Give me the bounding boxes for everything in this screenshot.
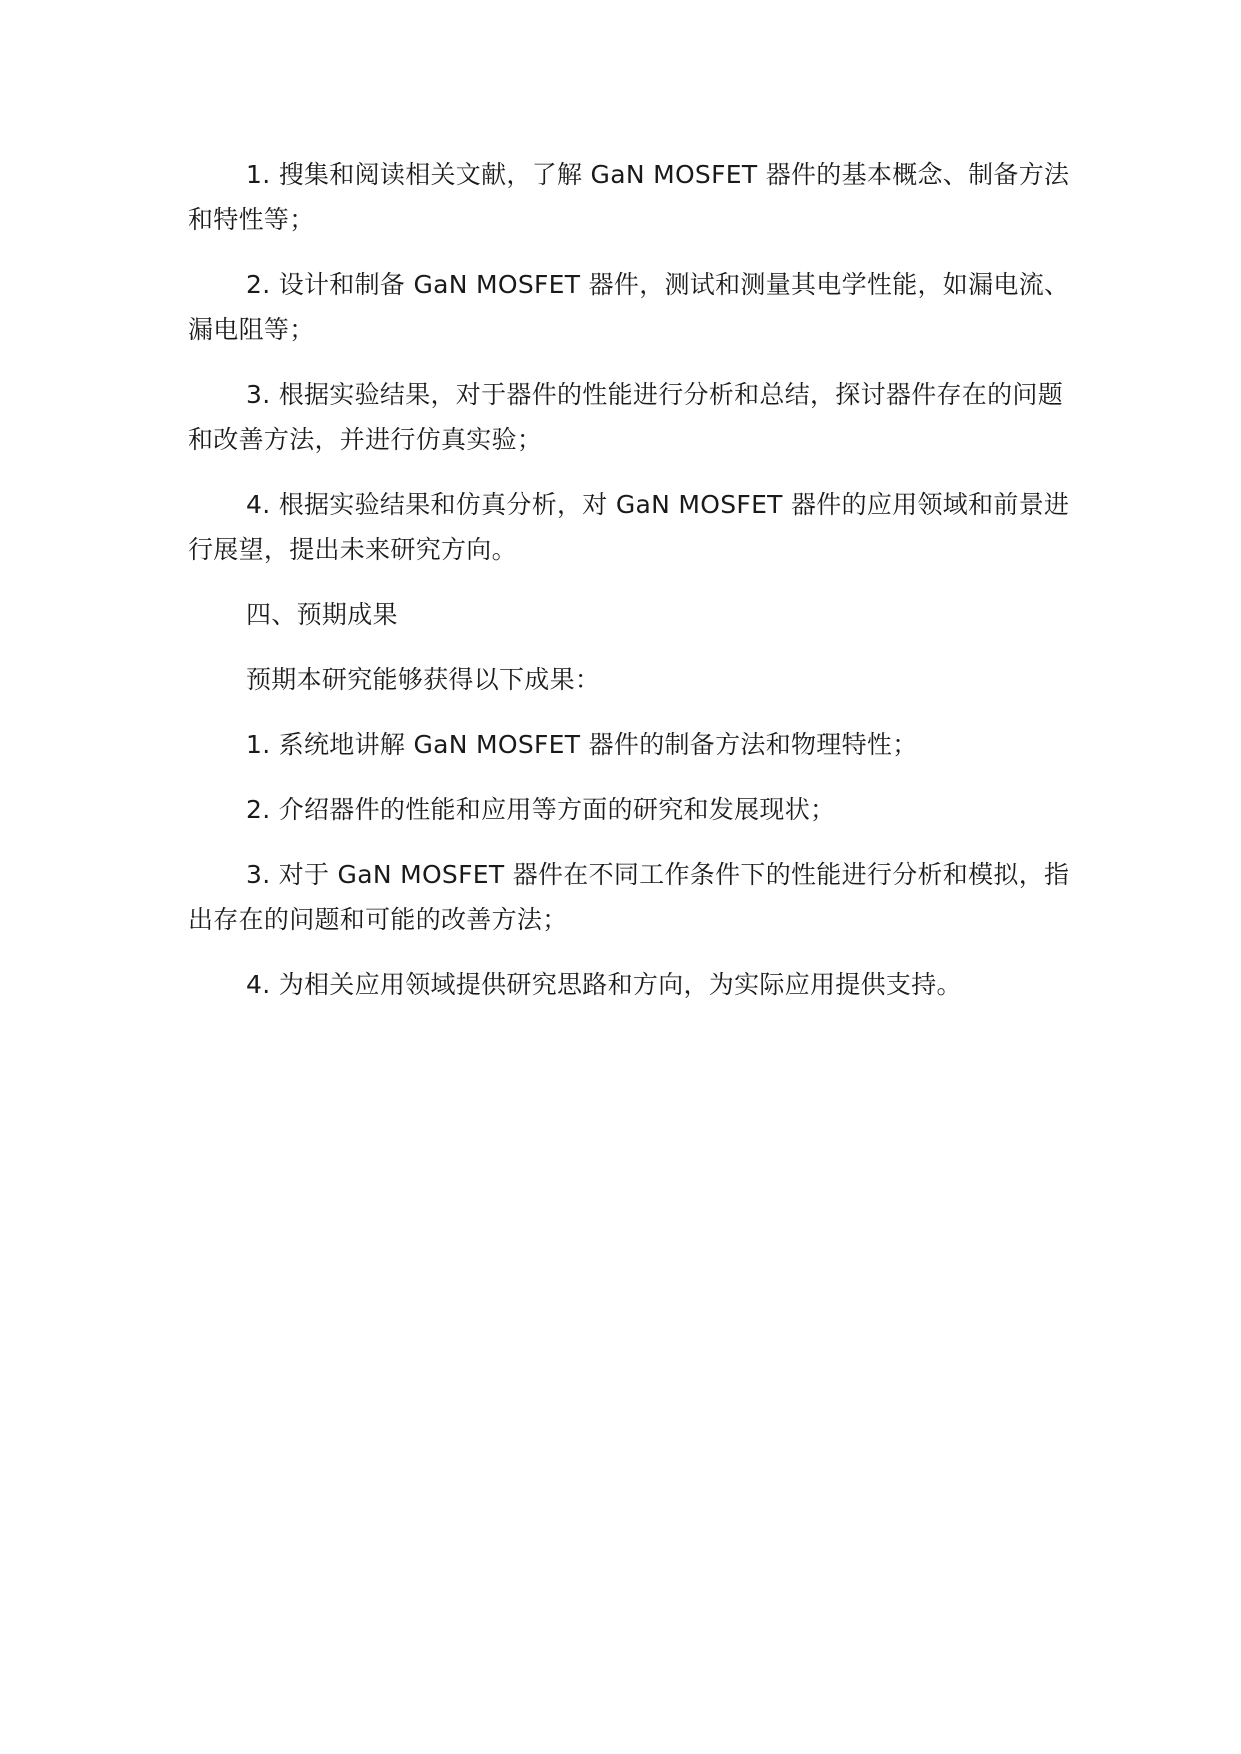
expected-result-3: 3. 对于 GaN MOSFET 器件在不同工作条件下的性能进行分析和模拟，指出存在的问题和可能的改善方法； bbox=[188, 860, 1070, 934]
document-body bbox=[188, 152, 1088, 1027]
section-heading: 四、预期成果 bbox=[246, 600, 398, 629]
research-step-2: 2. 设计和制备 GaN MOSFET 器件，测试和测量其电学性能，如漏电流、漏电阻等； bbox=[188, 270, 1070, 344]
research-step-1: 1. 搜集和阅读相关文献，了解 GaN MOSFET 器件的基本概念、制备方法和特性等； bbox=[188, 160, 1070, 234]
expected-result-1: 1. 系统地讲解 GaN MOSFET 器件的制备方法和物理特性； bbox=[246, 730, 918, 759]
research-step-3: 3. 根据实验结果，对于器件的性能进行分析和总结，探讨器件存在的问题和改善方法，并进行仿真实验； bbox=[188, 380, 1064, 454]
expected-result-2: 2. 介绍器件的性能和应用等方面的研究和发展现状； bbox=[246, 795, 836, 824]
section-intro: 预期本研究能够获得以下成果： bbox=[246, 665, 601, 694]
expected-result-4: 4. 为相关应用领域提供研究思路和方向，为实际应用提供支持。 bbox=[246, 970, 962, 999]
research-step-4: 4. 根据实验结果和仿真分析，对 GaN MOSFET 器件的应用领域和前景进行展望，提出未来研究方向。 bbox=[188, 490, 1070, 564]
